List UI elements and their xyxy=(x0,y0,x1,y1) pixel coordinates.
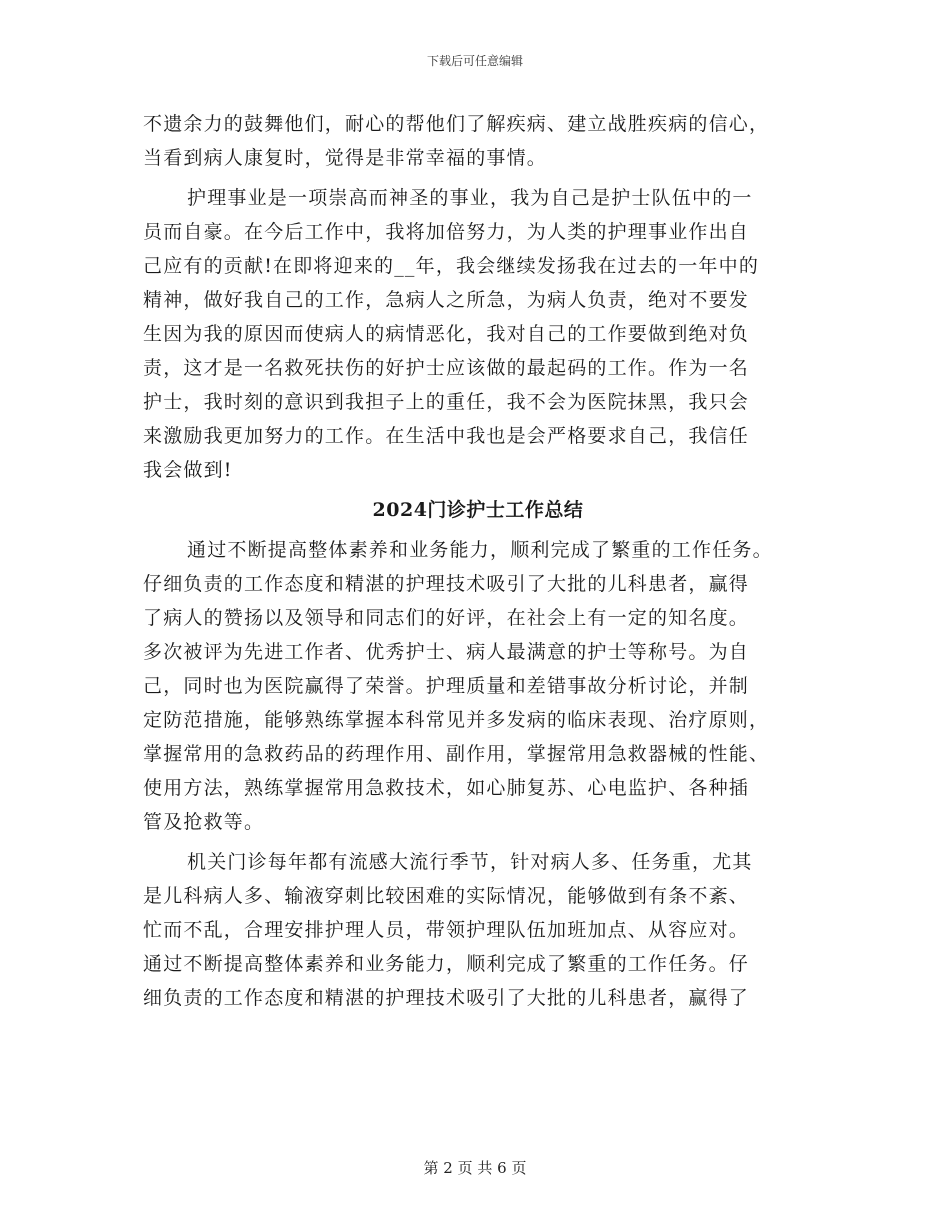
text-line: 我会做到! xyxy=(143,459,233,481)
text-line: 己应有的贡献!在即将迎来的__年，我会继续发扬我在过去的一年中的 xyxy=(143,255,760,277)
text-line: 忙而不乱，合理安排护理人员，带领护理队伍加班加点、从容应对。 xyxy=(143,919,750,941)
text-line: 多次被评为先进工作者、优秀护士、病人最满意的护士等称号。为自 xyxy=(143,641,750,663)
text-line: 员而自豪。在今后工作中，我将加倍努力，为人类的护理事业作出自 xyxy=(143,221,750,243)
text-line: 掌握常用的急救药品的药理作用、副作用，掌握常用急救器械的性能、 xyxy=(143,743,770,765)
paragraph xyxy=(143,181,813,487)
body-text xyxy=(143,107,813,1015)
text-line: 通过不断提高整体素养和业务能力，顺利完成了繁重的工作任务。仔 xyxy=(143,953,750,975)
text-line: 使用方法，熟练掌握常用急救技术，如心肺复苏、心电监护、各种插 xyxy=(143,777,750,799)
page-number: 第 2 页 共 6 页 xyxy=(423,1159,527,1177)
paragraph xyxy=(143,107,813,175)
text-line: 不遗余力的鼓舞他们，耐心的帮他们了解疾病、建立战胜疾病的信心， xyxy=(143,113,770,135)
text-line: 机关门诊每年都有流感大流行季节，针对病人多、任务重，尤其 xyxy=(187,851,753,873)
text-line: 生因为我的原因而使病人的病情恶化，我对自己的工作要做到绝对负 xyxy=(143,323,750,345)
text-line: 通过不断提高整体素养和业务能力，顺利完成了繁重的工作任务。 xyxy=(187,539,773,561)
text-line: 仔细负责的工作态度和精湛的护理技术吸引了大批的儿科患者，赢得 xyxy=(143,573,750,595)
text-line: 护理事业是一项崇高而神圣的事业，我为自己是护士队伍中的一 xyxy=(187,187,753,209)
text-line: 责，这才是一名救死扶伤的好护士应该做的最起码的工作。作为一名 xyxy=(143,357,750,379)
section-title: 2024门诊护士工作总结 xyxy=(372,499,584,521)
text-line: 精神，做好我自己的工作，急病人之所急，为病人负责，绝对不要发 xyxy=(143,289,750,311)
text-line: 来激励我更加努力的工作。在生活中我也是会严格要求自己，我信任 xyxy=(143,425,750,447)
paragraph xyxy=(143,845,813,1015)
text-line: 是儿科病人多、输液穿刺比较困难的实际情况，能够做到有条不紊、 xyxy=(143,885,750,907)
text-line: 护士，我时刻的意识到我担子上的重任，我不会为医院抹黑，我只会 xyxy=(143,391,750,413)
text-line: 管及抢救等。 xyxy=(143,811,265,833)
text-line: 己，同时也为医院赢得了荣誉。护理质量和差错事故分析讨论，并制 xyxy=(143,675,750,697)
text-line: 细负责的工作态度和精湛的护理技术吸引了大批的儿科患者，赢得了 xyxy=(143,987,750,1009)
header-note: 下载后可任意编辑 xyxy=(426,54,523,68)
paragraph xyxy=(143,533,813,839)
text-line: 定防范措施，能够熟练掌握本科常见并多发病的临床表现、治疗原则， xyxy=(143,709,770,731)
text-line: 了病人的赞扬以及领导和同志们的好评，在社会上有一定的知名度。 xyxy=(143,607,750,629)
text-line: 当看到病人康复时，觉得是非常幸福的事情。 xyxy=(143,147,548,169)
